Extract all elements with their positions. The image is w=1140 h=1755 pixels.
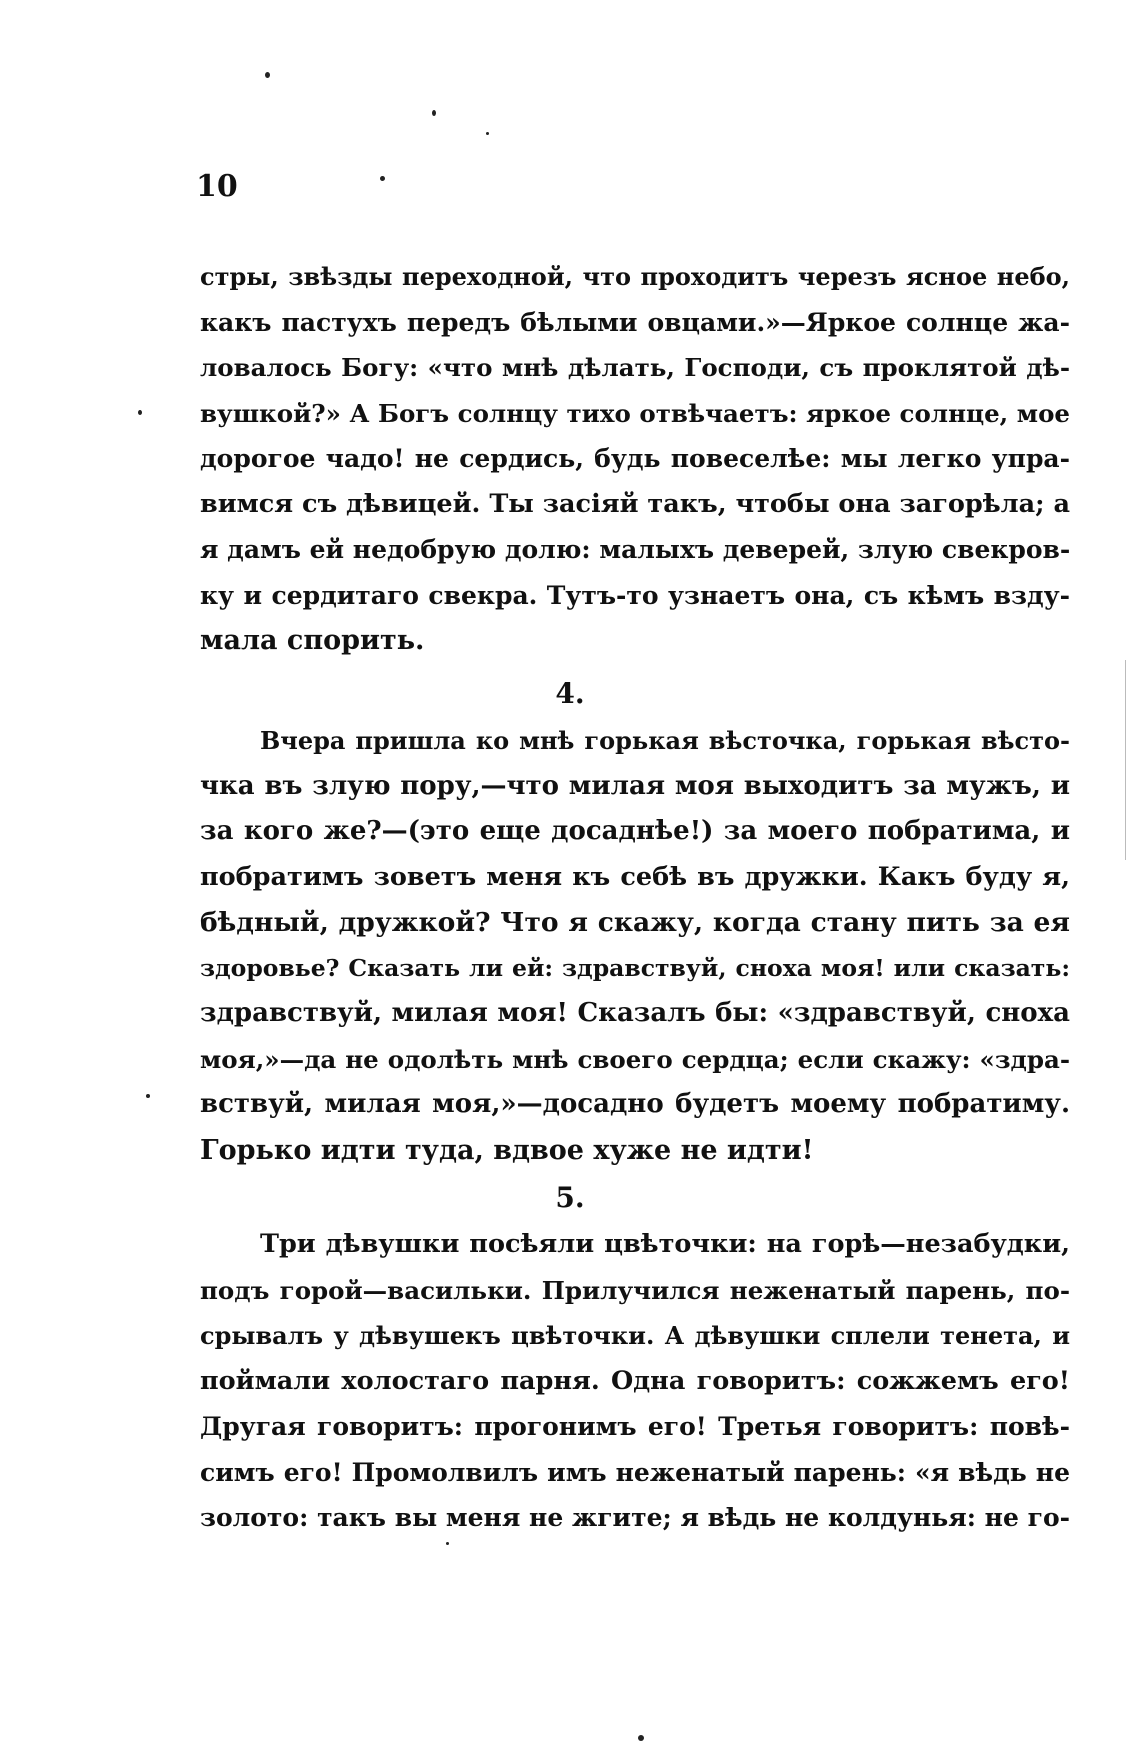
scan-speck [146,1094,150,1098]
scan-speck [486,132,489,135]
scan-speck [446,1542,449,1545]
text-line: симъ его! Промолвилъ имъ неженатый парень: «я вѣдь не [200,1457,1070,1487]
text-line: Горько идти туда, вдвое хуже не идти! [200,1134,814,1166]
text-line: дорогое чадо! не сердись, будь повеселѣе: мы легко упра- [200,444,1070,473]
text-line: я дамъ ей недобрую долю: малыхъ деверей, злую свекров- [200,535,1071,564]
text-line: Три дѣвушки посѣяли цвѣточки: на горѣ—незабудки, [260,1229,1070,1259]
text-line: срывалъ у дѣвушекъ цвѣточки. А дѣвушки сплели тенета, и [200,1321,1070,1350]
scan-speck [265,72,270,78]
text-line: Вчера пришла ко мнѣ горькая вѣсточка, горькая вѣсто- [260,726,1070,755]
text-line: вствуй, милая моя,»—досадно будетъ моему побратиму. [200,1089,1070,1119]
text-line: здоровье? Сказать ли ей: здравствуй, сноха моя! или сказать: [200,953,1070,982]
text-line: Другая говоритъ: прогонимъ его! Третья говоритъ: повѣ- [200,1412,1070,1441]
paragraph-continued [200,254,1070,664]
section-number-4: 4. [555,677,585,710]
section-number-5: 5. [555,1181,585,1214]
text-line: здравствуй, милая моя! Сказалъ бы: «здравствуй, сноха [200,998,1070,1028]
scan-speck [432,110,436,116]
section-5-paragraph [200,1222,1070,1541]
text-line: чка въ злую пору,—что милая моя выходитъ за мужъ, и [200,770,1070,801]
text-line: побратимъ зоветъ меня къ себѣ въ дружки. Какъ буду я, [200,861,1070,892]
text-line: золото: такъ вы меня не жгите; я вѣдь не колдунья: не го- [200,1503,1070,1532]
text-line: моя,»—да не одолѣть мнѣ своего сердца; если скажу: «здра- [200,1044,1070,1074]
text-line: вимся съ дѣвицей. Ты засіяй такъ, чтобы она загорѣла; а [200,488,1070,519]
text-line: ку и сердитаго свекра. Тутъ-то узнаетъ она, съ кѣмъ взду- [200,580,1070,610]
text-line: ловалось Богу: «что мнѣ дѣлать, Господи, съ проклятой дѣ- [200,353,1070,382]
text-line: поймали холостаго парня. Одна говоритъ: сожжемъ его! [200,1365,1070,1396]
text-line: стры, звѣзды переходной, что проходитъ черезъ ясное небо, [200,262,1070,291]
text-line: за кого же?—(это еще досаднѣе!) за моего побратима, и [200,816,1070,846]
scan-speck [380,176,385,181]
text-line: какъ пастухъ передъ бѣлыми овцами.»—Яркое солнце жа- [200,307,1070,337]
page-number: 10 [196,169,238,204]
text-line: вушкой?» А Богъ солнцу тихо отвѣчаетъ: яркое солнце, мое [200,398,1070,428]
text-line: мала спорить. [200,625,425,656]
scan-speck [638,1735,644,1741]
text-line: подъ горой—васильки. Прилучился неженатый парень, по- [200,1275,1070,1305]
scan-speck [138,410,142,415]
text-line: бѣдный, дружкой? Что я скажу, когда стану пить за ея [200,907,1070,938]
section-4-paragraph [200,718,1070,1173]
